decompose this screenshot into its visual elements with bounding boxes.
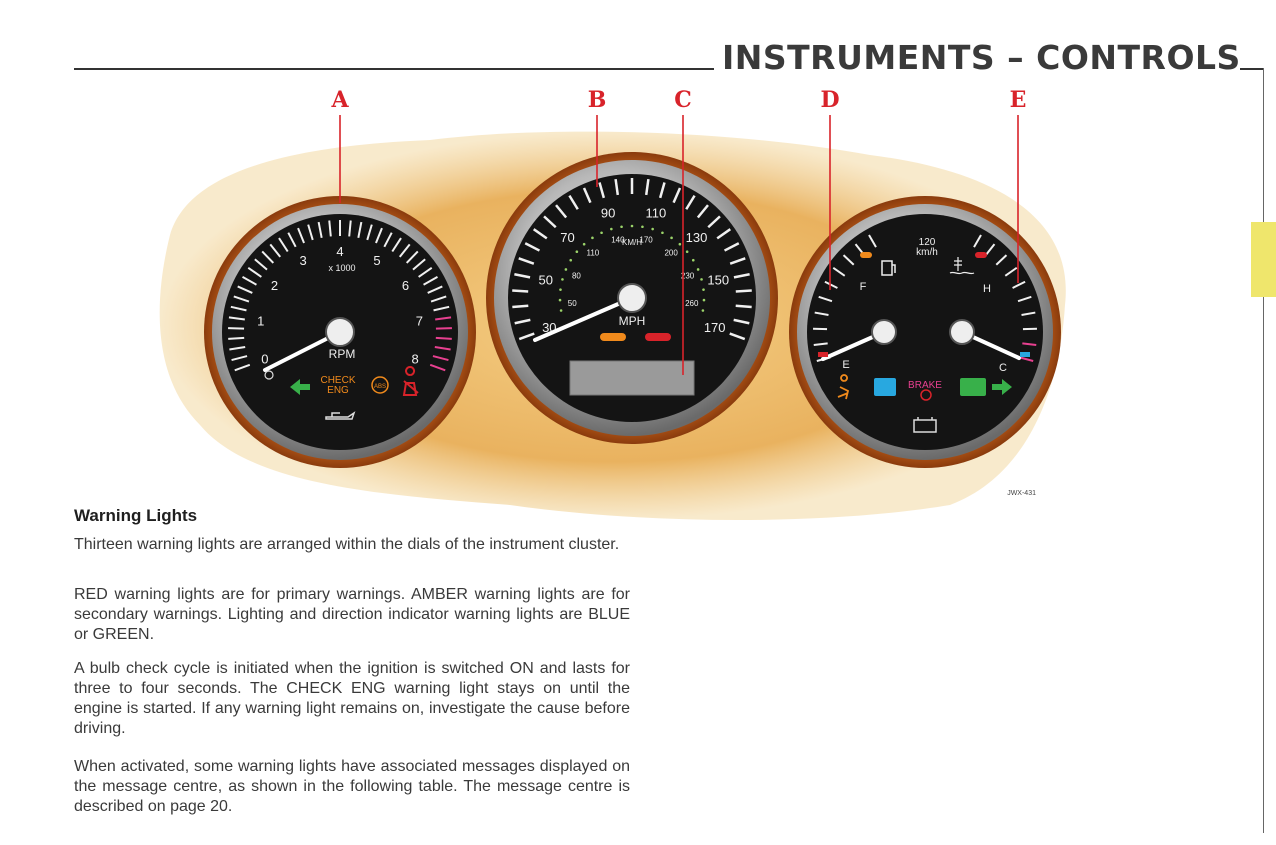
instrument-cluster-illustration [130, 85, 1090, 525]
callout-letter-a: A [331, 87, 349, 113]
fuel-hub [872, 320, 896, 344]
tach-scale-label: 4 [336, 244, 344, 259]
kmh-scale-label: 80 [571, 271, 581, 281]
tach-scale-label: 3 [299, 253, 307, 269]
page-header-title: INSTRUMENTS – CONTROLS [722, 38, 1241, 77]
speed-warning-unit: km/h [916, 247, 938, 258]
mph-scale-label: 110 [645, 205, 667, 221]
mph-scale-label: 50 [538, 272, 553, 288]
dial-tick [736, 291, 752, 292]
kmh-scale-label: 200 [664, 248, 678, 258]
callout-letter-b: B [587, 87, 607, 113]
tach-scale-label: 1 [257, 313, 265, 329]
kmh-dot [702, 309, 705, 312]
kmh-dot [600, 231, 603, 234]
fuel-full-label: F [859, 281, 867, 293]
kmh-dot [651, 228, 654, 231]
section-title: Warning Lights [74, 506, 198, 525]
temp-cold-label: C [999, 362, 1007, 374]
kmh-dot [679, 243, 682, 246]
kmh-dot [560, 309, 563, 312]
mph-unit-label: MPH [618, 314, 646, 328]
mph-scale-label: 170 [703, 320, 726, 336]
tach-unit-label: RPM [328, 347, 356, 361]
dial-tick [736, 306, 752, 307]
kmh-dot [697, 268, 700, 271]
kmh-scale-label: 170 [639, 235, 653, 245]
paragraph-colours: RED warning lights are for primary warnings. AMBER warning lights are for secondary warnings. Lighting and direction indicator warning lights are BLUE or GREEN. [74, 586, 630, 643]
amber-lamp-left [860, 252, 872, 258]
callout-letter-e: E [1009, 87, 1027, 113]
kmh-dot [670, 237, 673, 240]
paragraph-intro: Thirteen warning lights are arranged within the dials of the instrument cluster. [74, 536, 620, 553]
kmh-dot [591, 237, 594, 240]
tach-scale-label: 0 [261, 351, 269, 367]
dial-tick [436, 338, 452, 339]
kmh-dot [641, 225, 644, 228]
kmh-scale-label: 140 [611, 235, 625, 245]
message-centre-display [570, 361, 694, 395]
callout-letter-c: C [674, 87, 692, 113]
temp-hub [950, 320, 974, 344]
kmh-scale-label: 110 [586, 248, 600, 258]
side-lights-icon [960, 378, 986, 396]
figure-code-label: JWX-431 [1007, 490, 1036, 497]
kmh-dot [700, 278, 703, 281]
kmh-dot [620, 225, 623, 228]
fuel-low-marker [818, 352, 828, 357]
kmh-dot [565, 268, 568, 271]
speed-warning-label: 120 [918, 237, 936, 248]
fuel-empty-label: E [842, 359, 850, 371]
kmh-dot [583, 243, 586, 246]
header-rule [74, 68, 714, 70]
kmh-dot [561, 278, 564, 281]
tach-scale-label: 7 [415, 313, 423, 329]
kmh-dot [661, 231, 664, 234]
kmh-scale-label: 230 [680, 271, 695, 281]
tach-scale-label: 8 [411, 351, 419, 367]
paragraph-bulb-check: A bulb check cycle is initiated when the ignition is switched ON and lasts for three to four seconds. The CHECK ENG warning light stays on until the engine is started. If any warning light remains on, investigate the cause before driving. [74, 660, 630, 737]
kmh-dot [576, 250, 579, 253]
speedo-hub [618, 284, 646, 312]
check-engine-warning-line2: ENG [327, 385, 349, 396]
kmh-dot [703, 299, 706, 302]
header-rule-end [1240, 68, 1264, 70]
speedometer-gauge [486, 152, 778, 444]
kmh-dot [569, 259, 572, 262]
callout-letter-d: D [820, 87, 840, 113]
paragraph-message-centre: When activated, some warning lights have associated messages displayed on the message centre, as shown in the following table. The message centre is described on page 20. [74, 758, 630, 815]
right-margin-rule [1263, 68, 1264, 833]
dial-tick [228, 338, 244, 339]
kmh-scale-label: 50 [567, 299, 577, 309]
kmh-dot [631, 225, 634, 228]
kmh-dot [610, 228, 613, 231]
brake-warning-label: BRAKE [908, 380, 942, 391]
kmh-dot [686, 250, 689, 253]
temp-cold-marker [1020, 352, 1030, 357]
mph-scale-label: 30 [542, 320, 557, 336]
temp-hot-label: H [983, 283, 991, 295]
tach-multiplier: x 1000 [328, 263, 356, 273]
mph-scale-label: 130 [685, 230, 708, 246]
kmh-dot [692, 259, 695, 262]
tach-scale-label: 5 [373, 253, 381, 269]
kmh-unit-label: KM/H [622, 238, 642, 247]
dial-tick [512, 306, 528, 307]
headlamp-main-beam-icon [874, 378, 896, 396]
amber-warning-lamp [600, 333, 626, 341]
tach-scale-label: 2 [270, 278, 279, 294]
tach-scale-label: 6 [401, 278, 410, 294]
tachometer-gauge [204, 196, 476, 468]
kmh-dot [559, 299, 562, 302]
check-engine-warning: CHECK [320, 375, 356, 386]
kmh-dot [702, 288, 705, 291]
kmh-dot [559, 288, 562, 291]
abs-label: ABS [373, 384, 387, 390]
red-lamp-right [975, 252, 987, 258]
tach-hub [326, 318, 354, 346]
dial-tick [436, 328, 452, 329]
dial-tick [512, 291, 528, 292]
mph-scale-label: 90 [600, 205, 616, 221]
kmh-scale-label: 260 [685, 299, 699, 309]
red-warning-lamp [645, 333, 671, 341]
section-tab-marker [1251, 222, 1276, 297]
mph-scale-label: 70 [560, 230, 575, 246]
dial-tick [228, 328, 244, 329]
mph-scale-label: 150 [707, 272, 730, 288]
